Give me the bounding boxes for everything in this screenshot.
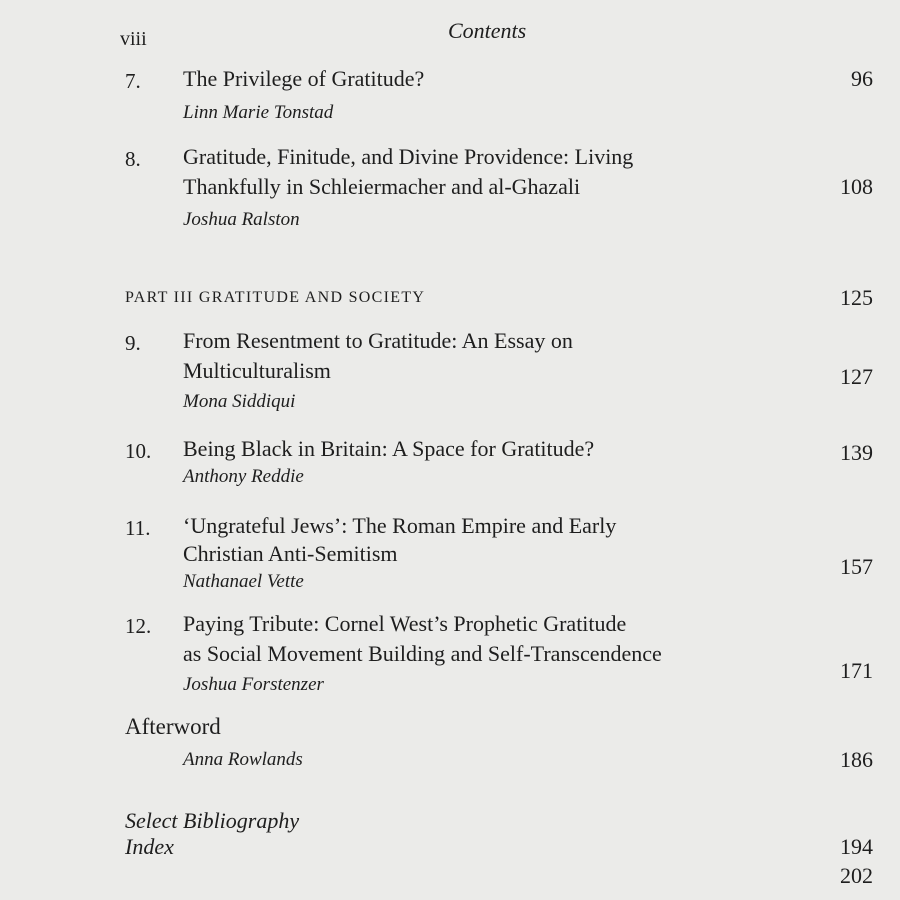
bibliography-page: 194 <box>840 834 873 859</box>
chapter-number: 12. <box>125 614 152 638</box>
chapter-author: Joshua Ralston <box>183 209 300 230</box>
chapter-number: 9. <box>125 331 141 355</box>
running-title: Contents <box>448 18 527 43</box>
chapter-page: 139 <box>840 440 873 465</box>
part-heading: PART III GRATITUDE AND SOCIETY <box>125 289 426 306</box>
chapter-title: Thankfully in Schleiermacher and al-Ghazali <box>183 174 581 199</box>
afterword-author: Anna Rowlands <box>183 749 303 770</box>
chapter-page: 96 <box>851 66 873 91</box>
chapter-page: 108 <box>840 174 873 199</box>
chapter-title: Multiculturalism <box>183 358 331 383</box>
chapter-title: From Resentment to Gratitude: An Essay on <box>183 328 573 353</box>
chapter-number: 10. <box>125 439 152 463</box>
page-number: viii <box>120 28 147 50</box>
chapter-number: 8. <box>125 147 141 171</box>
afterword-title: Afterword <box>125 714 221 739</box>
chapter-author: Linn Marie Tonstad <box>183 102 334 123</box>
chapter-title: Christian Anti-Semitism <box>183 541 398 566</box>
chapter-title: Gratitude, Finitude, and Divine Providence: Living <box>183 144 634 169</box>
chapter-author: Nathanael Vette <box>183 571 304 592</box>
chapter-author: Mona Siddiqui <box>183 391 296 412</box>
chapter-number: 11. <box>125 516 151 540</box>
chapter-page: 157 <box>840 554 873 579</box>
chapter-page: 127 <box>840 364 873 389</box>
chapter-title: Being Black in Britain: A Space for Gratitude? <box>183 436 595 461</box>
chapter-title: ‘Ungrateful Jews’: The Roman Empire and Early <box>183 513 617 538</box>
index-title: Index <box>125 834 174 859</box>
chapter-number: 7. <box>125 69 141 93</box>
chapter-title: Paying Tribute: Cornel West’s Prophetic Gratitude <box>183 611 627 636</box>
chapter-title: The Privilege of Gratitude? <box>183 66 425 91</box>
chapter-author: Joshua Forstenzer <box>183 674 324 695</box>
bibliography-title: Select Bibliography <box>125 808 300 833</box>
afterword-page: 186 <box>840 747 873 772</box>
chapter-page: 171 <box>840 658 873 683</box>
part-page: 125 <box>840 285 873 310</box>
index-page: 202 <box>840 863 873 888</box>
chapter-author: Anthony Reddie <box>183 466 304 487</box>
chapter-title: as Social Movement Building and Self-Transcendence <box>183 641 662 666</box>
